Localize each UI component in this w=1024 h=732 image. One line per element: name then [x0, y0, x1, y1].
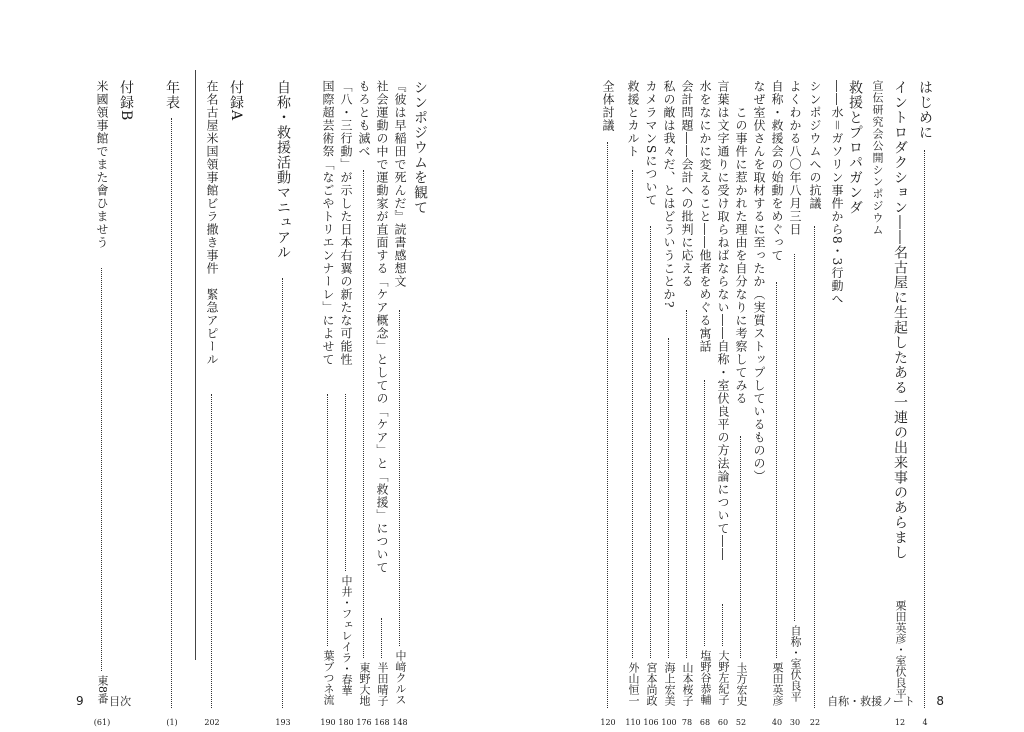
- toc-entry-title: 『彼は早稲田で死んだ』読書感想文: [393, 80, 407, 288]
- toc-entry: [642, 80, 660, 727]
- toc-page-number: 40: [771, 718, 783, 727]
- toc-entry: [891, 80, 909, 727]
- toc-entry: [117, 80, 135, 655]
- toc-entry-title: はじめに: [917, 80, 933, 140]
- toc-page-number: 193: [275, 718, 291, 727]
- toc-leader-dots: [704, 380, 705, 646]
- toc-leader-dots: [794, 254, 795, 621]
- toc-page-number: 4: [922, 718, 928, 727]
- toc-leader-dots: [924, 150, 925, 708]
- toc-page-number: 202: [204, 718, 220, 727]
- toc-page-number: 30: [789, 718, 801, 727]
- toc-page-number: (1): [166, 718, 178, 727]
- toc-entry-title: 宣伝研究会公開シンポジウム: [871, 80, 884, 236]
- toc-entry: [355, 80, 373, 727]
- toc-entry-author: 宮本尚政: [645, 662, 658, 706]
- toc-page-number: 148: [392, 718, 408, 727]
- toc-entry-title: 救援とプロパガンダ: [847, 80, 863, 215]
- toc-entry-author: 外山恒一: [627, 662, 640, 706]
- left-page-number: 9: [76, 694, 84, 708]
- toc-entry-title: シンポジウムへの抗議: [808, 80, 822, 210]
- toc-leader-dots: [171, 118, 172, 708]
- toc-leader-dots: [668, 338, 669, 658]
- toc-entry-title: 水をなにかに変えること――他者をめぐる寓話: [698, 80, 712, 353]
- toc-entry-title: ――水＝ガソリン事件から8・3行動へ: [830, 80, 844, 306]
- toc-entry: [163, 80, 181, 727]
- toc-entry-author: 半田晴子: [376, 662, 389, 706]
- toc-entry-title: 全体討議: [601, 80, 615, 132]
- right-footer: [827, 693, 944, 709]
- toc-leader-dots: [211, 394, 212, 708]
- toc-entry: [274, 80, 292, 727]
- toc-entry: [391, 80, 409, 727]
- toc-page-number: (61): [93, 718, 111, 727]
- toc-entry: [411, 80, 429, 655]
- toc-leader-dots: [607, 142, 608, 708]
- toc-page-number: 78: [681, 718, 693, 727]
- toc-entry: [696, 80, 714, 727]
- toc-entry: [227, 80, 245, 655]
- toc-entry: [806, 80, 824, 727]
- toc-entry: [750, 80, 768, 655]
- toc-entry: [203, 80, 221, 727]
- toc-entry: [660, 80, 678, 727]
- toc-leader-dots: [363, 170, 364, 658]
- toc-entry-author: 海上宏美: [663, 662, 676, 706]
- toc-entry: [786, 80, 804, 727]
- toc-leader-dots: [282, 278, 283, 708]
- toc-entry-title: この事件に惹かれた理由を自分なりに考察してみる: [734, 80, 748, 405]
- toc-page-number: 168: [374, 718, 390, 727]
- toc-entry: [93, 80, 111, 727]
- toc-entry: [714, 80, 732, 727]
- toc-entry-author: 東8番: [96, 674, 109, 704]
- toc-entry-title: シンポジウムを観て: [412, 80, 428, 215]
- toc-entry-title: 付録A: [228, 80, 244, 122]
- left-footer: [76, 693, 131, 709]
- toc-entry-title: 私の敵は我々だ、とはどういうことか?: [662, 80, 676, 309]
- toc-entry-title: 「八・三行動」が示した日本右翼の新たな可能性: [339, 80, 353, 366]
- toc-entry-author: 塩野谷恭輔: [699, 649, 712, 705]
- toc-leader-dots: [381, 618, 382, 658]
- toc-entry-title: 自称・救援会の始動をめぐって: [770, 80, 784, 262]
- toc-page-number: 120: [600, 718, 616, 727]
- toc-leader-dots: [101, 268, 102, 671]
- toc-leader-dots: [814, 226, 815, 708]
- toc-entry-title: 付録B: [118, 80, 134, 122]
- toc-entry: [599, 80, 617, 727]
- toc-page-number: 176: [356, 718, 372, 727]
- toc-entry-author: 圡方宏史: [735, 662, 748, 706]
- toc-entry-title: もろとも滅べ: [357, 80, 371, 158]
- toc-entry-title: 米國領事館でまた會ひませう: [95, 80, 109, 249]
- toc-entry-title: 社会運動の中で運動家が直面する「ケア概念」としての「ケア」と「救援」について: [375, 80, 389, 574]
- toc-entry-title: よくわかる八〇年八月三日: [788, 80, 802, 236]
- toc-page-number: 110: [625, 718, 641, 727]
- left-running-title: 目次: [109, 695, 132, 708]
- right-page-number: 8: [936, 694, 944, 708]
- toc-entry: [768, 80, 786, 727]
- toc-entry-title: 会計問題――会計への批判に応える: [680, 80, 694, 288]
- toc-leader-dots: [632, 170, 633, 658]
- toc-entry: [732, 80, 750, 727]
- toc-page-number: 52: [735, 718, 747, 727]
- toc-entry: [846, 80, 864, 655]
- toc-leader-dots: [345, 394, 346, 571]
- toc-leader-dots: [722, 604, 723, 646]
- toc-entry: [916, 80, 934, 727]
- toc-entry-title: 年表: [164, 80, 180, 110]
- toc-leader-dots: [740, 436, 741, 658]
- toc-entry-author: 大野左紀子: [717, 649, 730, 705]
- toc-entry-author: 中﨑クルス: [394, 649, 407, 705]
- toc-page-number: 12: [894, 718, 906, 727]
- toc-page-number: 22: [809, 718, 821, 727]
- toc-entry-author: 栗田英彦・室伏良平: [894, 599, 907, 699]
- toc-entry: [337, 80, 355, 727]
- toc-leader-dots: [399, 310, 400, 646]
- toc-entry-title: カメラマンSについて: [644, 80, 658, 207]
- toc-entry-title: 国際超芸術祭「なごやトリエンナーレ」によせて: [321, 80, 335, 366]
- toc-entry: [828, 80, 846, 655]
- toc-entry: [868, 80, 886, 655]
- toc-entry: [678, 80, 696, 727]
- toc-leader-dots: [776, 282, 777, 658]
- toc-entry-author: 山本桜子: [681, 662, 694, 706]
- toc-entry-title: なぜ室伏さんを取材するに至ったか（実質ストップしているものの）: [752, 80, 766, 483]
- toc-leader-dots: [686, 310, 687, 658]
- toc-entry: [373, 80, 391, 727]
- toc-entry-title: 自称・救援活動マニュアル: [275, 80, 291, 260]
- toc-entry-title: 救援とカルト: [626, 80, 640, 158]
- toc-page-number: 106: [643, 718, 659, 727]
- toc-entry-title: イントロダクション――名古屋に生起したある一連の出来事のあらまし: [892, 80, 908, 560]
- toc-leader-dots: [650, 226, 651, 658]
- toc-entry: [624, 80, 642, 727]
- toc-page-number: 190: [320, 718, 336, 727]
- toc-entry-author: 栗田英彦: [771, 662, 784, 706]
- toc-entry-author: 東野大地: [358, 662, 371, 706]
- toc-page-number: 68: [699, 718, 711, 727]
- toc-leader-dots: [327, 394, 328, 646]
- toc-entry-title: 言葉は文字通りに受け取らねばならない――自称・室伏良平の方法論について――: [716, 80, 730, 561]
- toc-entry-title: 在名古屋米国領事館ビラ撒き事件 緊急アピール: [205, 80, 219, 366]
- toc-entry-author: 葉ブつネ流: [322, 649, 335, 705]
- toc-entry: [319, 80, 337, 727]
- toc-page-number: 60: [717, 718, 729, 727]
- right-running-title: 自称・救援ノート: [827, 695, 915, 708]
- toc-entry-author: 自称・室伏良平: [789, 624, 802, 702]
- toc-page-number: 100: [661, 718, 677, 727]
- section-divider: [195, 70, 196, 660]
- toc-entry-author: 中井・フェレイラ・春華: [340, 574, 353, 696]
- toc-page-number: 180: [338, 718, 354, 727]
